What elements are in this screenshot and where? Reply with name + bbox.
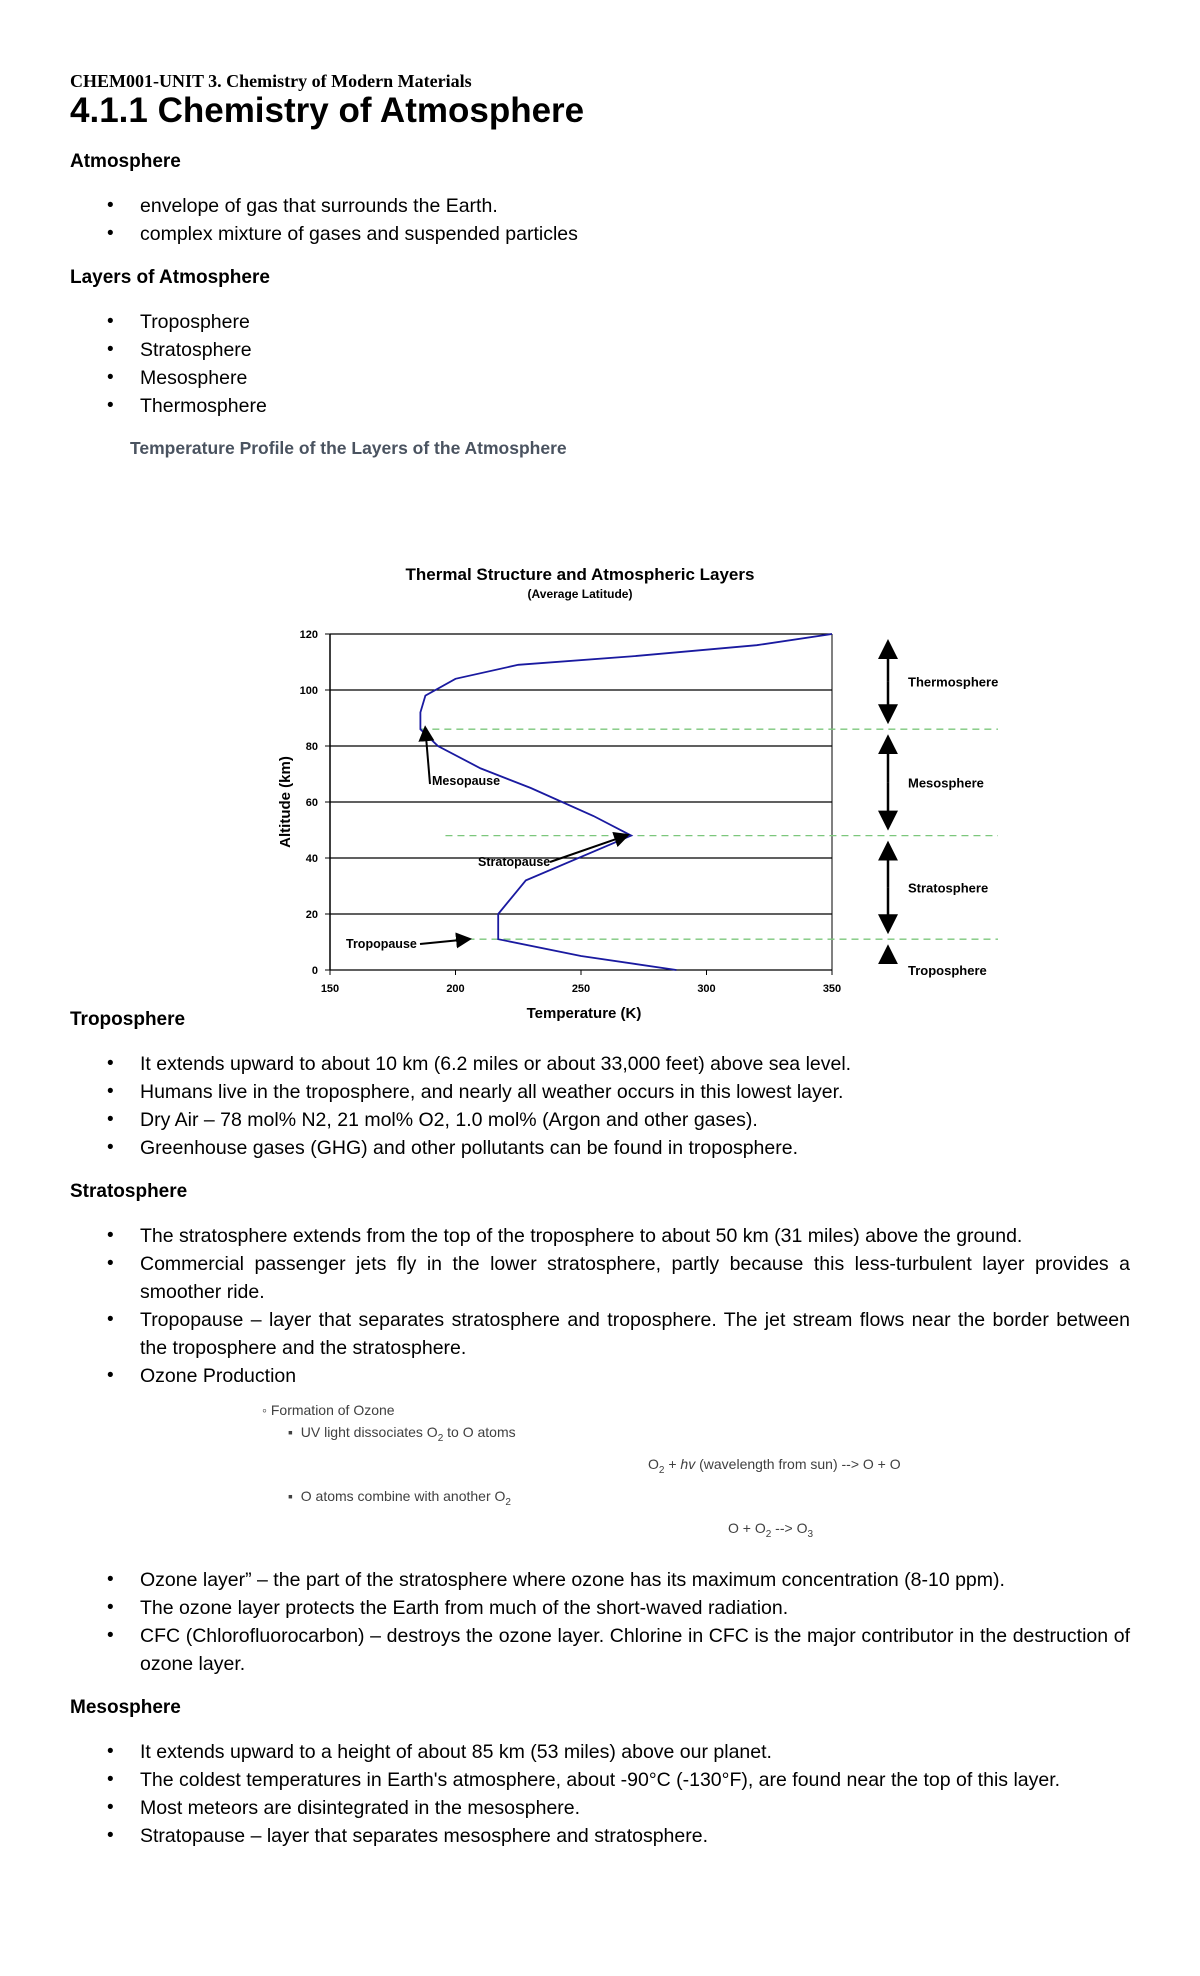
ozone-step-2: ▪ O atoms combine with another $O_2$	[288, 1488, 511, 1508]
atmosphere-list	[70, 192, 1130, 248]
y-tick-label: 120	[299, 629, 318, 641]
list-item: • The coldest temperatures in Earth's atmosphere, about -90°C (-130°F), are found near the top of this layer.	[70, 1766, 1130, 1794]
list-item: • The ozone layer protects the Earth from much of the short-waved radiation.	[70, 1594, 1130, 1622]
x-tick-label: 300	[697, 983, 716, 995]
chart-svg	[70, 468, 1130, 1022]
list-item: • Most meteors are disintegrated in the mesosphere.	[70, 1794, 1130, 1822]
list-item: • Humans live in the troposphere, and nearly all weather occurs in this lowest layer.	[70, 1078, 1130, 1106]
y-tick-label: 60	[305, 797, 318, 809]
list-item: • Mesosphere	[70, 364, 1130, 392]
y-tick-label: 20	[305, 909, 318, 921]
square-bullet-icon: ▪	[288, 1424, 301, 1440]
y-tick-label: 80	[305, 741, 318, 753]
list-item: • CFC (Chlorofluorocarbon) – destroys the ozone layer. Chlorine in CFC is the major contributor in the destruction of ozone layer.	[70, 1622, 1130, 1678]
section-heading-atmosphere: Atmosphere	[70, 151, 181, 172]
section-heading-mesosphere: Mesosphere	[70, 1697, 181, 1718]
ozone-equation-1: $O_2$ + hv (wavelength from sun) --> O + O	[648, 1456, 901, 1476]
x-tick-label: 350	[822, 983, 842, 995]
ozone-formation-figure	[70, 1396, 1130, 1566]
list-item: • Ozone Production	[70, 1362, 1130, 1390]
y-tick-label: 0	[311, 965, 318, 977]
temperature-profile-chart	[70, 468, 1130, 1022]
y-tick-label: 100	[299, 685, 318, 697]
layer-label-mesosphere: Mesosphere	[908, 775, 984, 791]
ozone-step-1: ▪ UV light dissociates $O_2$ to O atoms	[288, 1424, 516, 1444]
x-tick-label: 200	[446, 983, 465, 995]
figure-caption: Temperature Profile of the Layers of the Atmosphere	[130, 438, 567, 458]
y-tick-label: 40	[305, 853, 318, 865]
list-item: • Thermosphere	[70, 392, 1130, 420]
x-tick-label: 150	[320, 983, 340, 995]
ozone-layer-list	[70, 1566, 1130, 1678]
square-bullet-icon: ▪	[288, 1488, 301, 1504]
list-item: • Greenhouse gases (GHG) and other pollutants can be found in troposphere.	[70, 1134, 1130, 1162]
annotation-mesopause: Mesopause	[432, 774, 501, 788]
list-item: • It extends upward to a height of about 85 km (53 miles) above our planet.	[70, 1738, 1130, 1766]
circle-bullet-icon: ◦	[262, 1402, 271, 1418]
document-page	[70, 70, 1130, 1868]
list-item: • Ozone layer” – the part of the stratosphere where ozone has its maximum concentration (8-10 ppm).	[70, 1566, 1130, 1594]
x-axis-label: Temperature (K)	[526, 1005, 642, 1022]
ozone-equation-2: $O + O_2$ --> $O_3$	[728, 1520, 814, 1540]
page-title: 4.1.1 Chemistry of Atmosphere	[70, 91, 585, 130]
list-item: • Stratosphere	[70, 336, 1130, 364]
annotation-tropopause: Tropopause	[346, 937, 417, 951]
list-item: • It extends upward to about 10 km (6.2 miles or about 33,000 feet) above sea level.	[70, 1050, 1130, 1078]
list-item: • The stratosphere extends from the top of the troposphere to about 50 km (31 miles) above the ground.	[70, 1222, 1130, 1250]
list-item: • Troposphere	[70, 308, 1130, 336]
y-axis-label: Altitude (km)	[277, 756, 294, 848]
mesosphere-list	[70, 1738, 1130, 1850]
list-item: • Commercial passenger jets fly in the lower stratosphere, partly because this less-turbulent layer provides a smoother ride.	[70, 1250, 1130, 1306]
layer-label-troposphere: Troposphere	[908, 963, 987, 978]
troposphere-list	[70, 1050, 1130, 1162]
section-heading-troposphere: Troposphere	[70, 1009, 186, 1030]
course-header: CHEM001-UNIT 3. Chemistry of Modern Materials	[70, 71, 472, 91]
chart-subtitle: (Average Latitude)	[527, 587, 633, 601]
ozone-formation-title: ◦ Formation of Ozone	[262, 1402, 395, 1418]
x-tick-label: 250	[571, 983, 591, 995]
chart-title: Thermal Structure and Atmospheric Layers	[405, 565, 755, 584]
list-item: • complex mixture of gases and suspended particles	[70, 220, 1130, 248]
annotation-arrow	[420, 939, 468, 944]
stratosphere-list	[70, 1222, 1130, 1390]
list-item: • envelope of gas that surrounds the Earth.	[70, 192, 1130, 220]
section-heading-layers: Layers of Atmosphere	[70, 267, 270, 288]
layers-list	[70, 308, 1130, 420]
list-item: • Stratopause – layer that separates mesosphere and stratosphere.	[70, 1822, 1130, 1850]
section-heading-stratosphere: Stratosphere	[70, 1181, 188, 1202]
annotation-stratopause: Stratopause	[478, 855, 551, 869]
layer-label-thermosphere: Thermosphere	[908, 674, 999, 690]
layer-label-stratosphere: Stratosphere	[908, 880, 989, 896]
list-item: • Dry Air – 78 mol% N2, 21 mol% O2, 1.0 mol% (Argon and other gases).	[70, 1106, 1130, 1134]
list-item: • Tropopause – layer that separates stratosphere and troposphere. The jet stream flows near the border between the troposphere and the stratosphere.	[70, 1306, 1130, 1362]
